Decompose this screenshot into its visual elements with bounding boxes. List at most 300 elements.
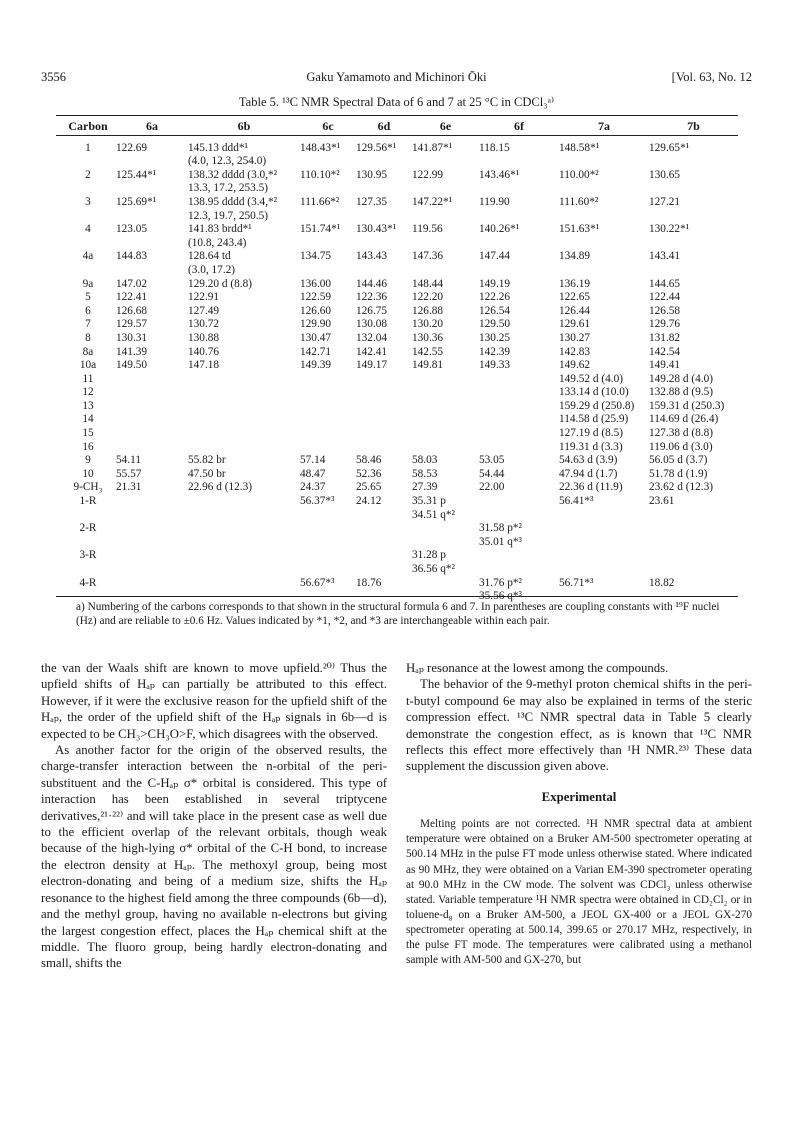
shift-cell	[300, 169, 356, 196]
shift-cell	[479, 468, 559, 482]
cell-line: 127.19 d (8.5)	[559, 427, 624, 440]
shift-cell	[188, 318, 300, 332]
cell-line: 138.32 dddd (3.0,*²	[188, 168, 278, 181]
cell-line: 118.15	[479, 141, 510, 154]
cell-line: 130.20	[412, 318, 444, 331]
cell-line: 149.52 d (4.0)	[559, 372, 624, 385]
cell-line: 129.90	[300, 318, 332, 331]
shift-cell	[412, 522, 479, 549]
carbon-label	[60, 318, 116, 332]
cell-line: 128.64 td	[188, 250, 231, 263]
shift-cell	[559, 138, 649, 169]
shift-cell	[188, 400, 300, 414]
shift-cell	[116, 454, 188, 468]
shift-cell	[559, 169, 649, 196]
column-header: 6c	[322, 119, 334, 133]
shift-cell	[649, 223, 738, 250]
carbon-label	[60, 454, 116, 468]
shift-cell	[479, 481, 559, 495]
cell-line: 126.88	[412, 304, 444, 317]
cell-line: 24.37	[300, 481, 326, 494]
cell-line: (10.8, 243.4)	[188, 236, 247, 249]
shift-cell	[356, 278, 412, 292]
cell-line: 10a	[79, 359, 97, 372]
shift-cell	[559, 481, 649, 495]
shift-cell	[649, 549, 738, 576]
shift-cell	[649, 138, 738, 169]
cell-line: 147.36	[412, 250, 444, 263]
cell-line: 15	[82, 427, 94, 440]
shift-cell	[356, 427, 412, 441]
cell-line: 58.53	[412, 467, 438, 480]
shift-cell	[412, 359, 479, 373]
table-row	[60, 332, 738, 346]
cell-line: 35.31 p	[412, 495, 446, 508]
right-column	[406, 660, 752, 968]
shift-cell	[116, 332, 188, 346]
shift-cell	[649, 400, 738, 414]
cell-line: 51.78 d (1.9)	[649, 467, 708, 480]
shift-cell	[116, 250, 188, 277]
shift-cell	[559, 278, 649, 292]
cell-line: 141.83 brdd*¹	[188, 223, 252, 236]
shift-cell	[188, 138, 300, 169]
shift-cell	[412, 332, 479, 346]
carbon-label	[60, 346, 116, 360]
cell-line: 144.83	[116, 250, 148, 263]
shift-cell	[300, 223, 356, 250]
cell-line: 132.88 d (9.5)	[649, 386, 714, 399]
shift-cell	[356, 522, 412, 549]
shift-cell	[356, 549, 412, 576]
shift-cell	[412, 373, 479, 387]
table-row	[60, 454, 738, 468]
shift-cell	[300, 359, 356, 373]
shift-cell	[188, 278, 300, 292]
cell-line: 22.36 d (11.9)	[559, 481, 623, 494]
cell-line: 36.56 q*²	[412, 563, 455, 575]
cell-line: 22.96 d (12.3)	[188, 481, 253, 494]
shift-cell	[479, 291, 559, 305]
carbon-label	[60, 138, 116, 169]
cell-line: 9	[85, 454, 91, 467]
shift-cell	[188, 549, 300, 576]
cell-line: 130.27	[559, 331, 591, 344]
shift-cell	[188, 291, 300, 305]
shift-cell	[356, 441, 412, 455]
cell-line: 54.44	[479, 467, 505, 480]
shift-cell	[649, 250, 738, 277]
shift-cell	[116, 196, 188, 223]
cell-line: 130.31	[116, 331, 148, 344]
cell-line: 21.31	[116, 481, 142, 494]
table-header-row	[60, 118, 738, 138]
cell-line: 151.74*¹	[300, 223, 341, 236]
cell-line: 54.11	[116, 454, 141, 467]
shift-cell	[479, 223, 559, 250]
cell-line: 119.06 d (3.0)	[649, 440, 713, 453]
shift-cell	[300, 481, 356, 495]
column-header: 6b	[237, 119, 251, 133]
cell-line: 56.71*³	[559, 576, 594, 589]
shift-cell	[116, 495, 188, 522]
shift-cell	[188, 305, 300, 319]
shift-cell	[479, 495, 559, 522]
cell-line: 123.05	[116, 223, 148, 236]
shift-cell	[300, 400, 356, 414]
cell-line: 141.39	[116, 345, 148, 358]
cell-line: 159.31 d (250.3)	[649, 399, 725, 412]
page-number: 3556	[41, 70, 66, 84]
cell-line: 127.35	[356, 195, 388, 208]
cell-line: 12.3, 19.7, 250.5)	[188, 209, 269, 222]
shift-cell	[479, 522, 559, 549]
table-footnote: a) Numbering of the carbons corresponds to that shown in the structural formula 6 and 7. In parentheses are coupling constants with ¹⁹F nuclei (Hz) and are reliable to ±0.6 Hz. Values indicated by *1, *2, and *3 are interchangeable within each pair.	[76, 601, 720, 628]
cell-line: 53.05	[479, 454, 505, 467]
shift-cell	[356, 305, 412, 319]
shift-cell	[559, 468, 649, 482]
table-row	[60, 291, 738, 305]
cell-line: 56.41*³	[559, 495, 594, 508]
shift-cell	[188, 359, 300, 373]
carbon-label	[60, 278, 116, 292]
cell-line: 130.88	[188, 331, 220, 344]
cell-line: 149.81	[412, 359, 444, 372]
cell-line: 56.67*³	[300, 576, 335, 589]
carbon-label	[60, 549, 116, 576]
shift-cell	[559, 196, 649, 223]
shift-cell	[300, 495, 356, 522]
shift-cell	[479, 400, 559, 414]
shift-cell	[116, 373, 188, 387]
cell-line: 55.57	[116, 467, 142, 480]
shift-cell	[412, 495, 479, 522]
shift-cell	[479, 549, 559, 576]
shift-cell	[559, 454, 649, 468]
cell-line: (4.0, 12.3, 254.0)	[188, 155, 267, 168]
shift-cell	[649, 373, 738, 387]
shift-cell	[188, 522, 300, 549]
shift-cell	[649, 413, 738, 427]
shift-cell	[479, 346, 559, 360]
shift-cell	[300, 427, 356, 441]
cell-line: 125.44*¹	[116, 168, 157, 181]
cell-line: 8	[85, 331, 91, 344]
shift-cell	[649, 386, 738, 400]
carbon-label	[60, 386, 116, 400]
shift-cell	[649, 291, 738, 305]
shift-cell	[479, 359, 559, 373]
column-header: 6f	[514, 119, 524, 133]
shift-cell	[116, 291, 188, 305]
shift-cell	[412, 468, 479, 482]
cell-line: 3	[85, 195, 91, 208]
cell-line: 119.56	[412, 223, 443, 236]
cell-line: 129.57	[116, 318, 148, 331]
shift-cell	[356, 138, 412, 169]
cell-line: 122.36	[356, 291, 388, 304]
cell-line: 145.13 ddd*¹	[188, 141, 248, 154]
cell-line: 56.37*³	[300, 495, 335, 508]
shift-cell	[479, 278, 559, 292]
cell-line: 1-R	[79, 495, 97, 508]
cell-line: 27.39	[412, 481, 438, 494]
cell-line: 47.94 d (1.7)	[559, 467, 618, 480]
shift-cell	[116, 223, 188, 250]
shift-cell	[300, 291, 356, 305]
cell-line: 34.51 q*²	[412, 508, 455, 521]
shift-cell	[356, 359, 412, 373]
cell-line: 130.43*¹	[356, 223, 397, 236]
shift-cell	[356, 223, 412, 250]
carbon-label	[60, 223, 116, 250]
shift-cell	[559, 346, 649, 360]
shift-cell	[356, 250, 412, 277]
shift-cell	[300, 549, 356, 576]
shift-cell	[649, 359, 738, 373]
cell-line: 130.25	[479, 331, 511, 344]
cell-line: 142.83	[559, 345, 591, 358]
shift-cell	[116, 549, 188, 576]
cell-line: 12	[82, 386, 94, 399]
cell-line: 119.31 d (3.3)	[559, 440, 623, 453]
shift-cell	[300, 386, 356, 400]
table-row	[60, 223, 738, 250]
shift-cell	[559, 250, 649, 277]
cell-line: 122.99	[412, 168, 444, 181]
shift-cell	[188, 332, 300, 346]
shift-cell	[412, 346, 479, 360]
table-row	[60, 346, 738, 360]
shift-cell	[116, 522, 188, 549]
shift-cell	[300, 305, 356, 319]
table-row	[60, 413, 738, 427]
cell-line: 110.10*²	[300, 168, 340, 181]
cell-line: 23.61	[649, 495, 675, 508]
cell-line: 140.26*¹	[479, 223, 520, 236]
shift-cell	[649, 346, 738, 360]
cell-line: 58.46	[356, 454, 382, 467]
shift-cell	[300, 332, 356, 346]
shift-cell	[649, 454, 738, 468]
shift-cell	[649, 278, 738, 292]
cell-line: 130.36	[412, 331, 444, 344]
cell-line: 148.44	[412, 277, 444, 290]
table-row	[60, 495, 738, 522]
shift-cell	[479, 138, 559, 169]
cell-line: 130.22*¹	[649, 223, 690, 236]
cell-line: 147.22*¹	[412, 195, 453, 208]
shift-cell	[188, 373, 300, 387]
cell-line: 1	[85, 141, 91, 154]
cell-line: 130.47	[300, 331, 332, 344]
cell-line: 142.39	[479, 345, 511, 358]
shift-cell	[356, 454, 412, 468]
shift-cell	[300, 278, 356, 292]
cell-line: 2	[85, 168, 91, 181]
shift-cell	[412, 223, 479, 250]
shift-cell	[412, 454, 479, 468]
shift-cell	[479, 305, 559, 319]
cell-line: 129.76	[649, 318, 681, 331]
cell-line: 122.91	[188, 291, 220, 304]
cell-line: 48.47	[300, 467, 326, 480]
cell-line: 8a	[82, 345, 94, 358]
nmr-data-table	[60, 118, 738, 604]
shift-cell	[412, 427, 479, 441]
shift-cell	[479, 441, 559, 455]
shift-cell	[479, 413, 559, 427]
cell-line: 31.76 p*²	[479, 576, 522, 589]
body-paragraph: Hₐₚ resonance at the lowest among the compounds.	[406, 661, 669, 675]
shift-cell	[188, 223, 300, 250]
shift-cell	[116, 468, 188, 482]
cell-line: 138.95 dddd (3.4,*²	[188, 195, 278, 208]
cell-line: 122.59	[300, 291, 332, 304]
cell-line: 129.20 d (8.8)	[188, 277, 253, 290]
cell-line: 18.76	[356, 576, 382, 589]
shift-cell	[188, 413, 300, 427]
shift-cell	[649, 332, 738, 346]
shift-cell	[412, 278, 479, 292]
shift-cell	[188, 495, 300, 522]
table-body	[60, 138, 738, 604]
cell-line: 111.60*²	[559, 195, 599, 208]
column-header: 6e	[439, 119, 452, 133]
shift-cell	[649, 196, 738, 223]
cell-line: 111.66*²	[300, 195, 340, 208]
cell-line: 4a	[82, 250, 94, 263]
shift-cell	[559, 413, 649, 427]
shift-cell	[559, 386, 649, 400]
cell-line: 131.82	[649, 331, 681, 344]
cell-line: 133.14 d (10.0)	[559, 386, 629, 399]
cell-line: 149.17	[356, 359, 388, 372]
table-row	[60, 196, 738, 223]
table-row	[60, 386, 738, 400]
column-header: 7b	[687, 119, 700, 133]
shift-cell	[412, 138, 479, 169]
cell-line: 35.01 q*³	[479, 535, 522, 548]
table-row	[60, 481, 738, 495]
cell-line: 14	[82, 413, 94, 426]
cell-line: 143.41	[649, 250, 681, 263]
shift-cell	[412, 441, 479, 455]
shift-cell	[300, 318, 356, 332]
shift-cell	[300, 196, 356, 223]
column-header: 6d	[377, 119, 391, 133]
cell-line: 134.75	[300, 250, 332, 263]
cell-line: 147.44	[479, 250, 511, 263]
shift-cell	[356, 332, 412, 346]
cell-line: 140.76	[188, 345, 220, 358]
cell-line: 57.14	[300, 454, 326, 467]
cell-line: (3.0, 17.2)	[188, 263, 236, 276]
shift-cell	[559, 359, 649, 373]
cell-line: 23.62 d (12.3)	[649, 481, 714, 494]
shift-cell	[649, 305, 738, 319]
cell-line: 149.39	[300, 359, 332, 372]
table-row	[60, 359, 738, 373]
cell-line: 25.65	[356, 481, 382, 494]
shift-cell	[479, 373, 559, 387]
cell-line: 114.69 d (26.4)	[649, 413, 719, 426]
shift-cell	[559, 373, 649, 387]
column-header: 7a	[598, 119, 610, 133]
cell-line: 114.58 d (25.9)	[559, 413, 629, 426]
shift-cell	[116, 441, 188, 455]
cell-line: 129.50	[479, 318, 511, 331]
table-caption: Table 5. ¹³C NMR Spectral Data of 6 and 7 at 25 °C in CDCl₃ᵃ⁾	[238, 95, 555, 109]
body-paragraph: The behavior of the 9-methyl proton chemical shifts in the peri-t-butyl compound 6e may also be explained in terms of the steric compression effect. ¹³C NMR spectral data in Table 5 clearly demonstrate the congestion effect, as is known that ¹³C NMR reflects this effect more effectively than ¹H NMR.²³⁾ These data supplement the discussion given above.	[406, 677, 752, 774]
carbon-label	[60, 495, 116, 522]
table-row	[60, 138, 738, 169]
shift-cell	[356, 386, 412, 400]
cell-line: 122.41	[116, 291, 148, 304]
shift-cell	[559, 223, 649, 250]
shift-cell	[412, 400, 479, 414]
cell-line: 149.33	[479, 359, 511, 372]
cell-line: 122.69	[116, 141, 148, 154]
shift-cell	[188, 454, 300, 468]
shift-cell	[649, 169, 738, 196]
shift-cell	[412, 305, 479, 319]
shift-cell	[356, 468, 412, 482]
shift-cell	[559, 332, 649, 346]
shift-cell	[649, 441, 738, 455]
shift-cell	[412, 196, 479, 223]
cell-line: 4	[85, 223, 91, 236]
shift-cell	[559, 305, 649, 319]
shift-cell	[649, 468, 738, 482]
cell-line: 16	[82, 440, 94, 453]
carbon-label	[60, 332, 116, 346]
cell-line: 125.69*¹	[116, 195, 157, 208]
cell-line: 130.65	[649, 168, 681, 181]
cell-line: 134.89	[559, 250, 591, 263]
cell-line: 159.29 d (250.8)	[559, 399, 635, 412]
carbon-label	[60, 169, 116, 196]
cell-line: 126.58	[649, 304, 681, 317]
cell-line: 126.60	[300, 304, 332, 317]
shift-cell	[479, 169, 559, 196]
cell-line: 147.18	[188, 359, 220, 372]
shift-cell	[479, 196, 559, 223]
shift-cell	[559, 318, 649, 332]
cell-line: 129.65*¹	[649, 141, 690, 154]
shift-cell	[412, 318, 479, 332]
shift-cell	[649, 495, 738, 522]
body-paragraph: As another factor for the origin of the observed results, the charge-transfer interaction between the n-orbital of the peri-substituent and the C-Hₐₚ σ* orbital is considered. This type of interaction has been established in several triptycene derivatives,²¹·²²⁾ and will take place in the present case as well due to the efficient overlap of the relevant orbitals, though weak because of the high-lying σ* orbital of the C-H bond, to increase the electron density at Hₐₚ. The methoxyl group, being most electron-donating and being of a medium size, shifts the Hₐₚ resonance to the highest field among the three compounds (6b—d), and the methyl group, having no available n-electrons but giving the largest congestion effect, places the Hₐₚ chemical shift at the middle. The fluoro group, being hardly electron-donating and small, shifts the	[41, 743, 387, 971]
shift-cell	[479, 454, 559, 468]
shift-cell	[479, 386, 559, 400]
cell-line: 130.08	[356, 318, 388, 331]
cell-line: 142.55	[412, 345, 444, 358]
cell-line: 151.63*¹	[559, 223, 600, 236]
cell-line: 13	[82, 399, 94, 412]
table-row	[60, 278, 738, 292]
cell-line: 3-R	[79, 549, 97, 562]
cell-line: 126.54	[479, 304, 511, 317]
cell-line: 149.41	[649, 359, 681, 372]
carbon-label	[60, 481, 116, 495]
shift-cell	[559, 400, 649, 414]
shift-cell	[356, 373, 412, 387]
cell-line: 110.00*²	[559, 168, 599, 181]
table-row	[60, 549, 738, 576]
shift-cell	[356, 413, 412, 427]
shift-cell	[559, 291, 649, 305]
